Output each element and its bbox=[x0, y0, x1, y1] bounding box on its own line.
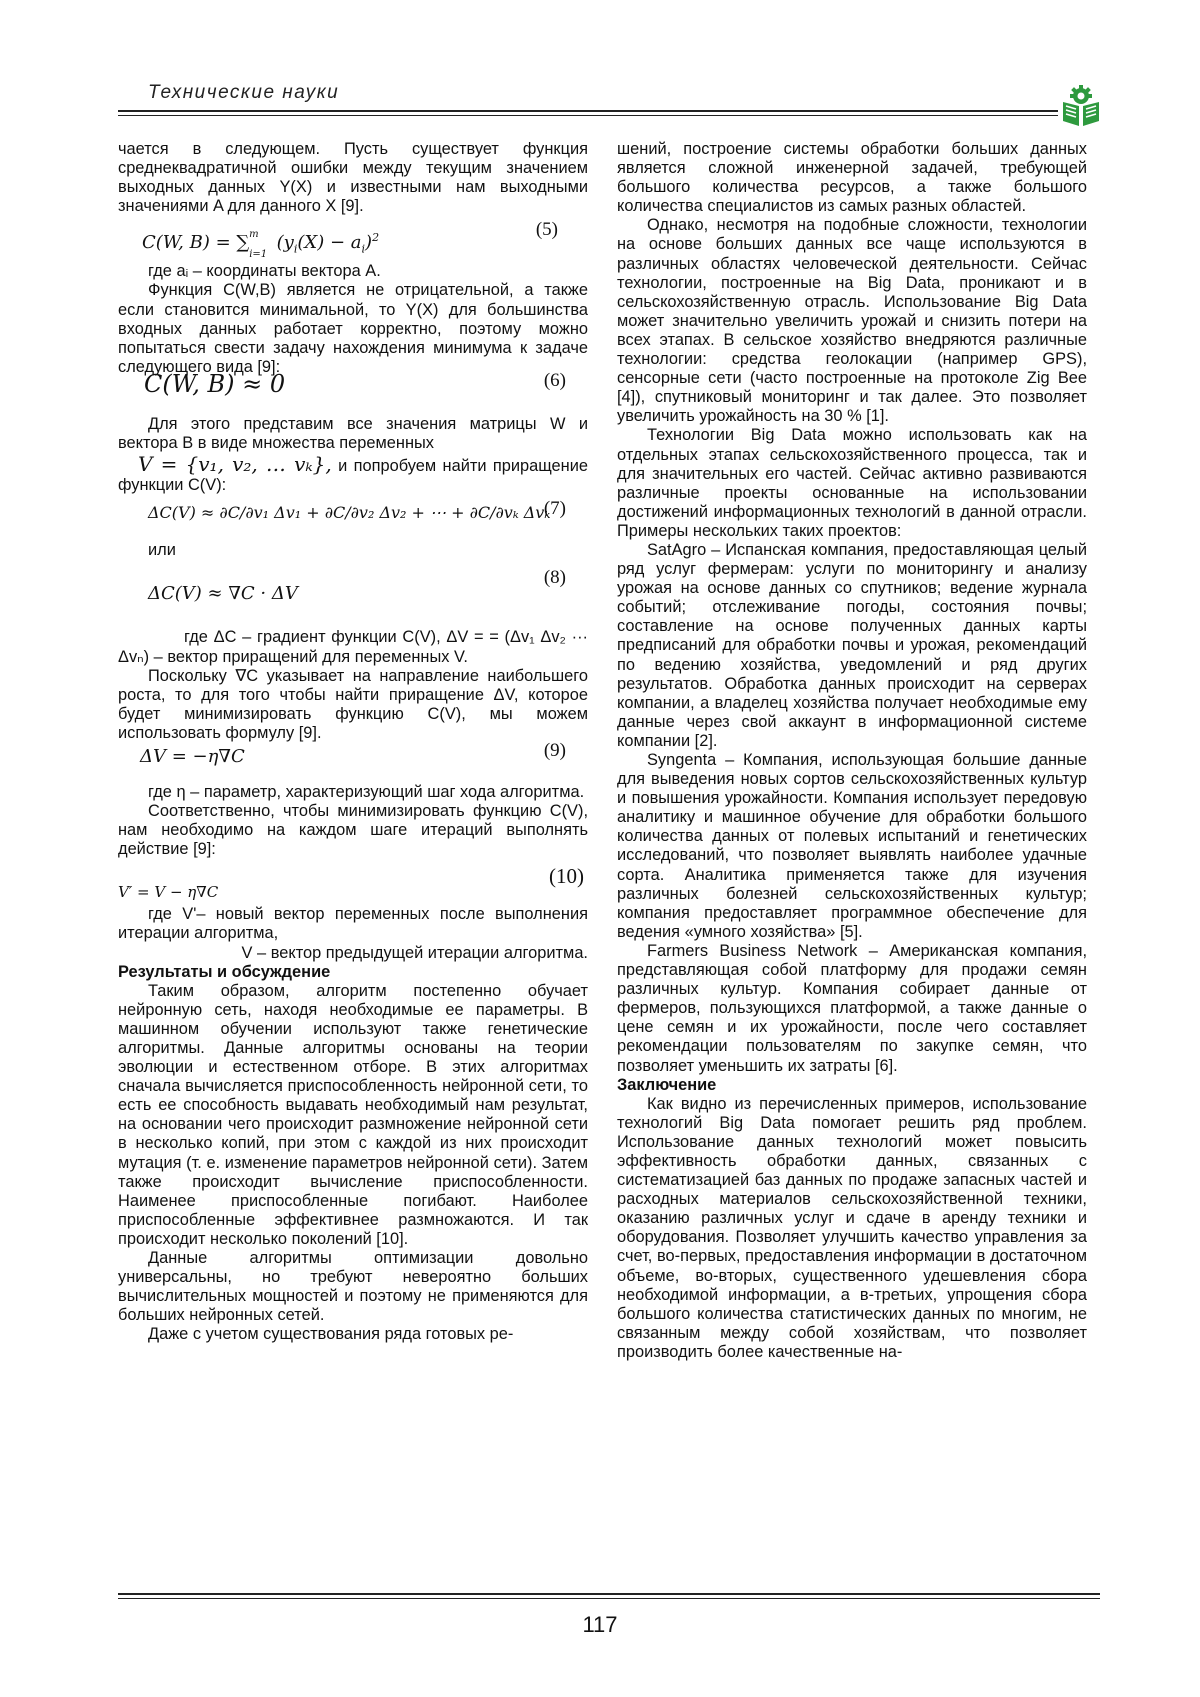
paragraph-tail: и попробуем найти приращение функции C(V): bbox=[118, 457, 588, 495]
paragraph: где aᵢ – координаты вектора A. bbox=[148, 262, 381, 281]
paragraph: SatAgro – Испанская компания, предоставляющая целый ряд услуг фермерам: услуги по мониторингу и анализу урожая на основе данных со спутников; ведение журнала событий; отслеживание погоды, состояния почвы; составление на основе полученных данных карты предписаний для обработки почвы и урожая, рекомендаций по ведению хозяйства, уведомлений и ряд других результатов. Обработка данных происходит на серверах компании, а владелец хозяйства получает необходимые ему данные через свой аккаунт в информационной системе компании [2]. bbox=[617, 540, 1087, 750]
paragraph: Соответственно, чтобы минимизировать функцию C(V), нам необходимо на каждом шаге итераций выполнять действие [9]: bbox=[118, 802, 588, 859]
section-heading-conclusion: Заключение bbox=[617, 1075, 717, 1094]
left-column bbox=[118, 140, 588, 1345]
footer-rule-thin bbox=[118, 1598, 1100, 1599]
formula-10-number: (10) bbox=[549, 864, 584, 889]
right-column bbox=[617, 140, 1087, 1362]
header-rule-thin bbox=[118, 115, 1058, 116]
paragraph: Для этого представим все значения матрицы W и вектора B в виде множества переменных bbox=[118, 414, 588, 453]
paragraph: где V'– новый вектор переменных после выполнения итерации алгоритма, bbox=[118, 905, 588, 943]
formula-6-number: (6) bbox=[543, 369, 566, 391]
paragraph-with-formula bbox=[118, 452, 588, 495]
formula-10 bbox=[118, 859, 588, 905]
formula-7-number: (7) bbox=[543, 498, 566, 520]
paragraph: Данные алгоритмы оптимизации довольно универсальны, но требуют невероятно больших вычислительных мощностей и поэтому не применяются для больших нейронных сетей. bbox=[118, 1249, 588, 1325]
paragraph: или bbox=[148, 541, 176, 560]
formula-5 bbox=[118, 216, 588, 262]
journal-section-title: Технические науки bbox=[148, 82, 340, 103]
formula-8-expression: ΔC(V) ≈ ∇C · ΔV bbox=[148, 583, 298, 605]
header-rule-thick bbox=[118, 110, 1058, 112]
formula-9 bbox=[118, 739, 588, 773]
footer-rule-thick bbox=[118, 1593, 1100, 1595]
paragraph: Даже с учетом существования ряда готовых ре- bbox=[148, 1325, 514, 1344]
formula-5-expression: C(W, $B) = \sum_{i=1}^m$ $(y_i(X) - a_i)^2$ bbox=[142, 229, 380, 260]
paragraph: Поскольку ∇C указывает на направление наибольшего роста, то для того чтобы найти приращение ΔV, которое будет минимизировать функцию C(V), мы можем использовать формулу [9]. bbox=[118, 666, 588, 742]
formula-9-expression: ΔV = −η∇C bbox=[140, 745, 245, 767]
formula-10-expression: V′ = V − η∇C bbox=[118, 883, 219, 902]
paragraph: Как видно из перечисленных примеров, использование технологий Big Data помогает решить ряд проблем. Использование данных технологий может повысить эффективность обработки данных, связанных с систематизацией баз данных по продаже запасных частей и расходных материалов сельскохозяйственной техники, оказанию различных услуг и сдаче в аренду техники и оборудования. Позволяет улучшить качество управления за счет, во-первых, предоставления информации в достаточном объеме, во-вторых, существенного удешевления сбора необходимой информации, а в-третьих, упрощения сбора большого количества статистических данных по многим, не связанным между собой хозяйствам, что позволяет производить более качественные на- bbox=[617, 1094, 1087, 1361]
page-number: 117 bbox=[582, 1612, 618, 1637]
paragraph: Syngenta – Компания, использующая большие данные для выведения новых сортов сельскохозяйственных культур и повышения урожайности. Компания использует передовую аналитику и машинное обучение для обработки большого количества данных от полевых испытаний и генетических исследований, что позволяет выявлять наиболее удачные сорта. Аналитика применяется также для изучения различных болезней сельскохозяйственных культур; компания предоставляет программное обеспечение для ведения «умного хозяйства» [5]. bbox=[617, 751, 1087, 941]
formula-9-number: (9) bbox=[543, 739, 566, 761]
paragraph: где ΔC – градиент функции C(V), ΔV = = (Δv₁ Δv₂ ··· Δvₙ) – вектор приращений для переменных V. bbox=[118, 628, 588, 666]
set-v-expression: V = {v₁, v₂, … vₖ}, bbox=[138, 452, 332, 477]
formula-5-number: (5) bbox=[535, 219, 558, 241]
formula-6-expression: C(W, B) ≈ 0 bbox=[144, 369, 286, 398]
formula-8 bbox=[118, 560, 588, 618]
paragraph: Таким образом, алгоритм постепенно обучает нейронную сеть, находя необходимые ее параметры. В машинном обучении используют также генетические алгоритмы. Данные алгоритмы основаны на теории эволюции и естественном отборе. В этих алгоритмах сначала вычисляется приспособленность нейронной сети, то есть ее способность выдавать необходимый нам результат, на основании чего происходит размножение нейронной сети в несколько копий, при этом с каждой из них происходит мутация (т. е. изменение параметров нейронной сети). Затем также происходит вычисление приспособленности. Наименее приспособленные погибают. Наиболее приспособленные эффективнее размножаются. И так происходит несколько поколений [10]. bbox=[118, 981, 588, 1248]
paragraph: Технологии Big Data можно использовать как на отдельных этапах сельскохозяйственного процесса, так и для значительных его частей. Сейчас активно развиваются различные проекты основанные на использовании достижений информационных технологий в данной отрасли. Примеры нескольких таких проектов: bbox=[617, 426, 1087, 540]
page-header bbox=[118, 76, 1100, 116]
formula-7-expression: ΔC(V) ≈ ∂C/∂v₁ Δv₁ + ∂C/∂v₂ Δv₂ + ⋯ + ∂C/∂vₖ Δvₖ bbox=[148, 503, 551, 523]
formula-6 bbox=[118, 369, 588, 407]
paragraph: шений, построение системы обработки больших данных является сложной инженерной задачей, требующей большого количества ресурсов, а также большого количества специалистов из самых разных областей. bbox=[617, 140, 1087, 216]
paragraph: V – вектор предыдущей итерации алгоритма. bbox=[241, 943, 588, 962]
section-heading-results: Результаты и обсуждение bbox=[118, 962, 331, 981]
book-gear-icon bbox=[1060, 84, 1102, 128]
paragraph: чается в следующем. Пусть существует функция среднеквадратичной ошибки между текущим значением выходных данных Y(X) и известными нам выходными значениями A для данного X [9]. bbox=[118, 140, 588, 216]
paragraph: Функция C(W,B) является не отрицательной, а также если становится минимальной, то Y(X) для большинства входных данных работает корректно, поэтому можно попытаться свести задачу нахождения минимума к задаче следующего вида [9]: bbox=[118, 281, 588, 376]
formula-8-number: (8) bbox=[543, 567, 566, 589]
paragraph: Farmers Business Network – Американская компания, представляющая собой платформу для продажи семян различных культур. Компания собирает данные от фермеров, пользующихся платформой, а также данные о цене семян и их урожайности, после чего составляет рекомендации пользователям по закупке семян, что позволяет уменьшить их затраты [6]. bbox=[617, 941, 1087, 1075]
paragraph: где η – параметр, характеризующий шаг хода алгоритма. bbox=[148, 782, 585, 801]
paragraph: Однако, несмотря на подобные сложности, технологии на основе больших данных все чаще используются в различных областях человеческой деятельности. Сейчас технологии, построенные на Big Data, проникают и в сельскохозяйственную отрасль. Использование Big Data может значительно увеличить урожай и снизить потери на всех этапах. В сельское хозяйство внедряются различные технологии: средства геолокации (например GPS), сенсорные сети (часто построенные на протоколе Zig Bee [4]), спутниковый мониторинг и так далее. Это позволяет увеличить урожайность на 30 % [1]. bbox=[617, 216, 1087, 426]
formula-7 bbox=[118, 495, 588, 541]
